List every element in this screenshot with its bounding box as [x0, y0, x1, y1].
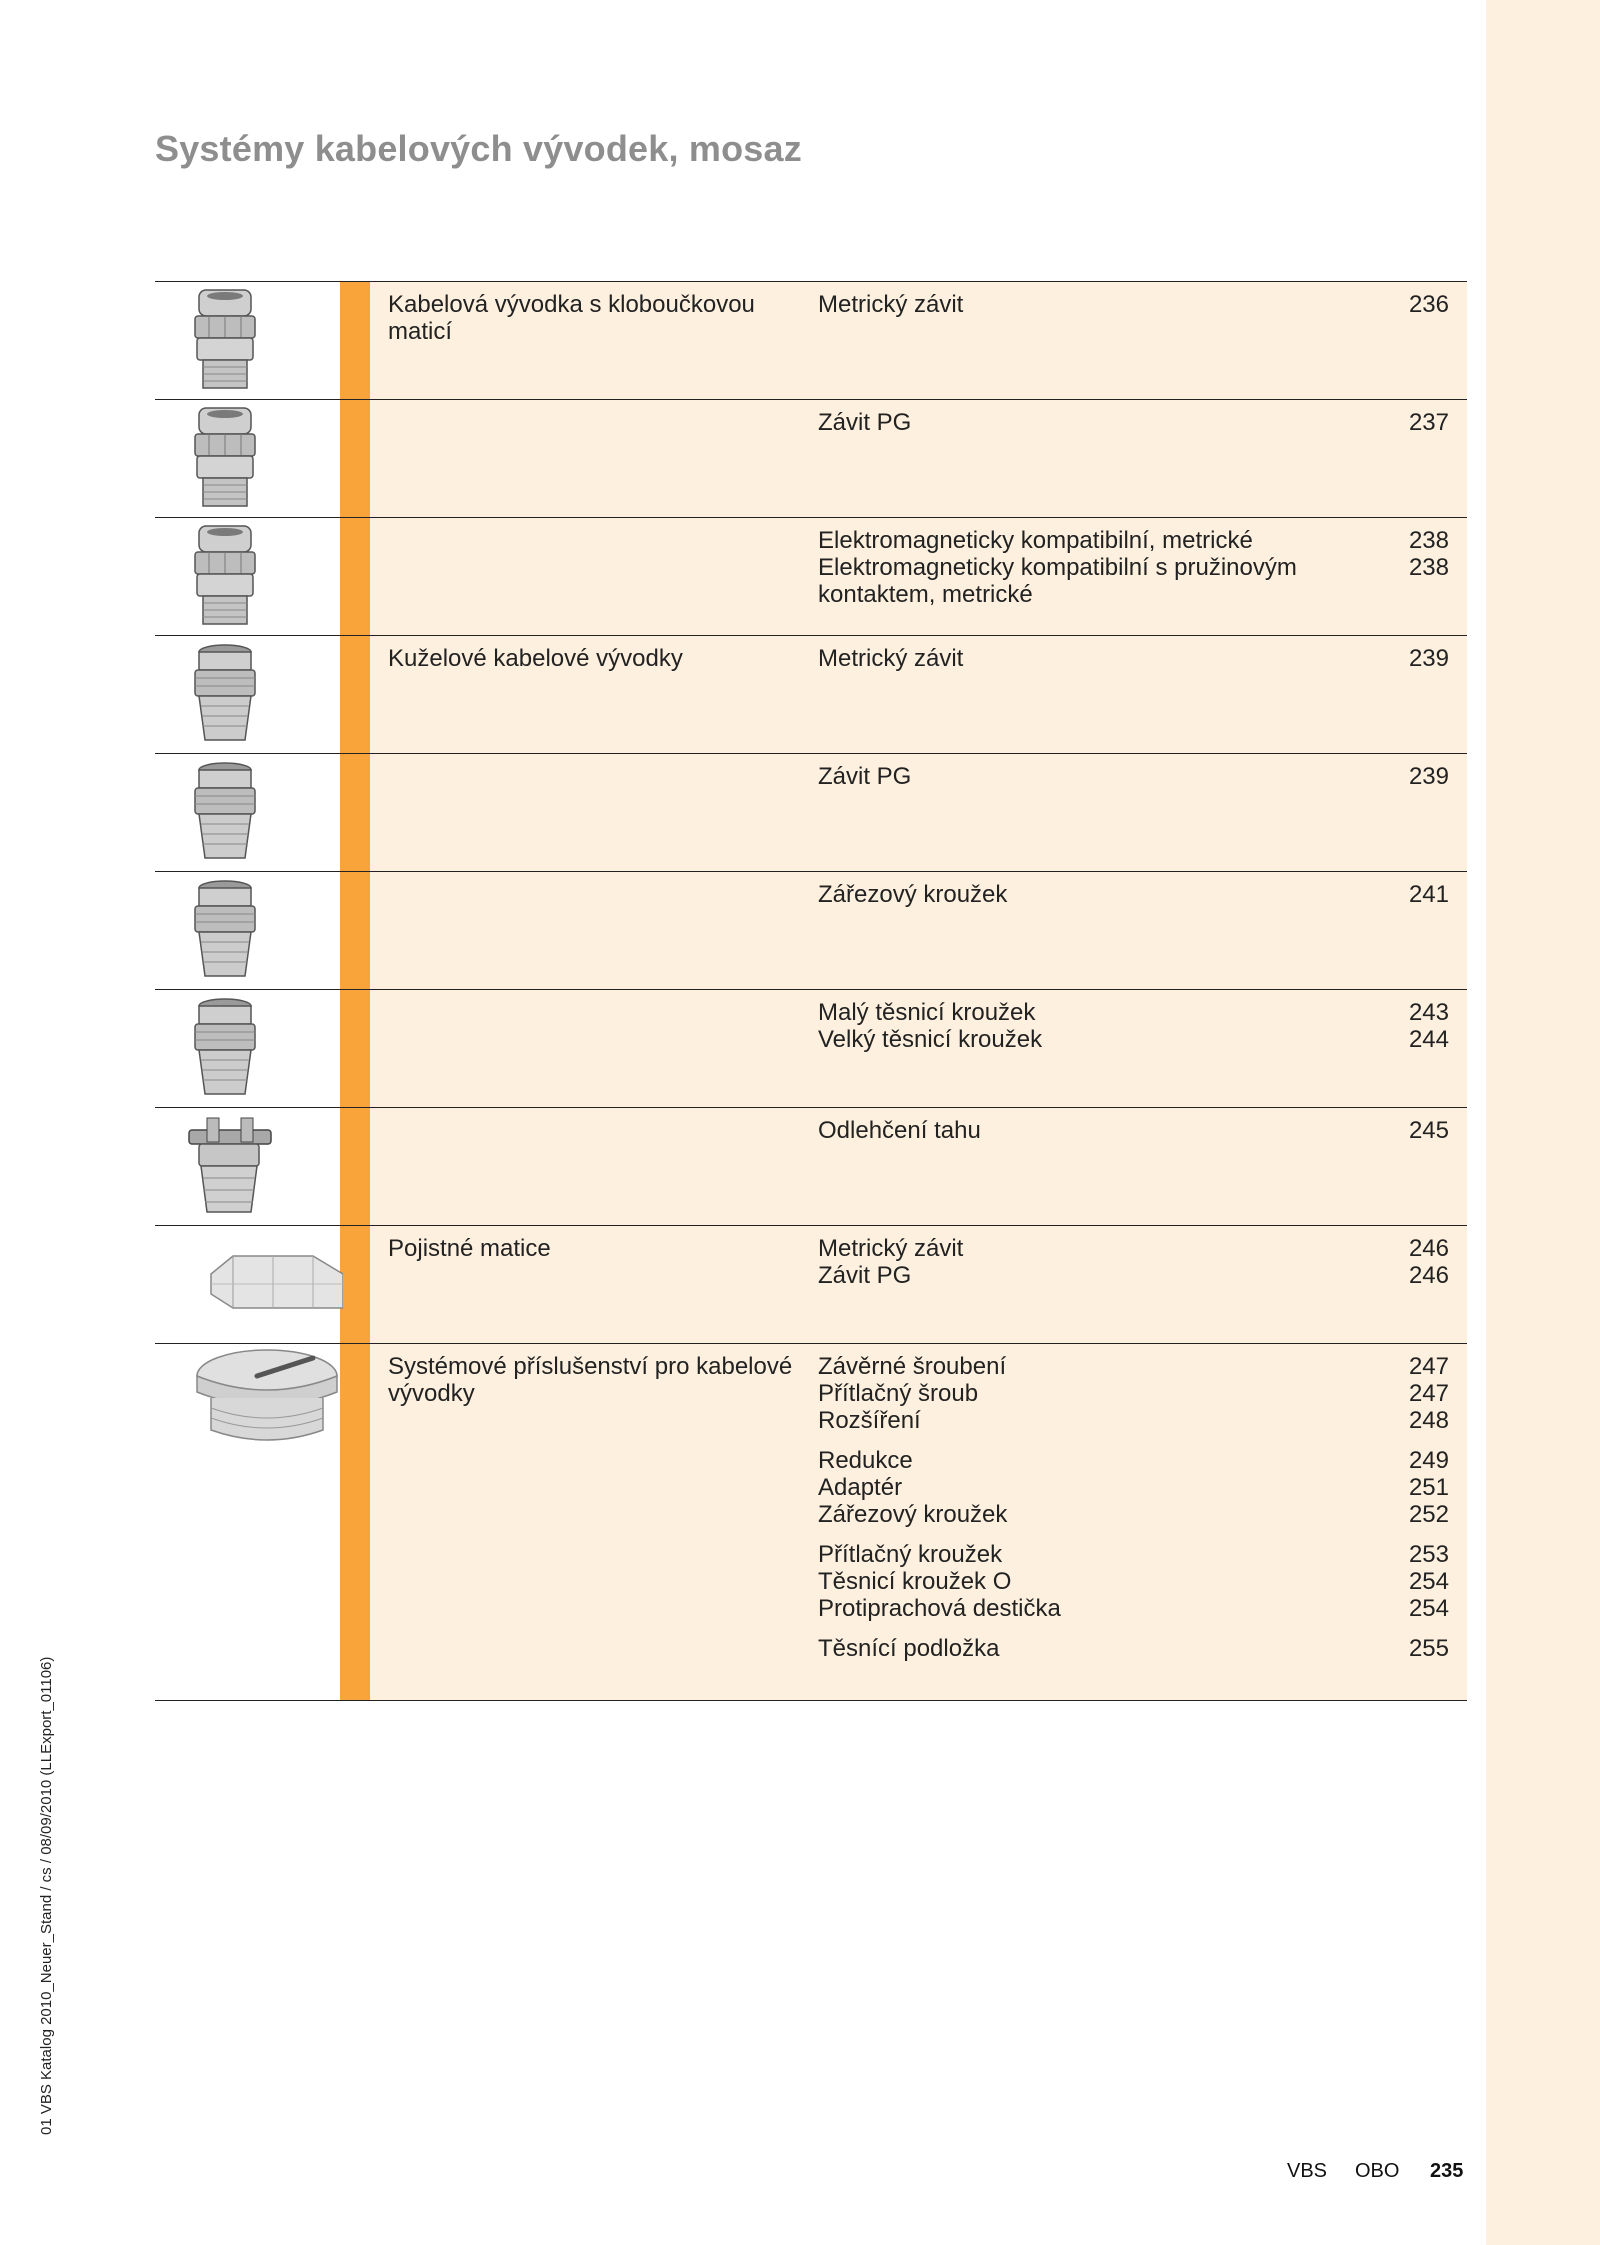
item-list: [818, 400, 1467, 517]
item-page-number: 255: [1408, 1635, 1449, 1662]
accent-bar: [340, 282, 370, 399]
table-row: [155, 282, 1467, 400]
list-item[interactable]: [818, 1447, 1449, 1474]
item-page-number: 248: [1408, 1407, 1449, 1434]
row-content: [370, 990, 1467, 1107]
table-row: [155, 754, 1467, 872]
item-page-number: 238: [1408, 554, 1449, 581]
item-group: [818, 999, 1449, 1053]
category-label: Pojistné matice: [388, 1235, 551, 1262]
list-item[interactable]: [818, 1353, 1449, 1380]
list-item[interactable]: [818, 1635, 1449, 1662]
table-row: [155, 1108, 1467, 1226]
cable-gland-conical-icon: [185, 760, 265, 868]
list-item[interactable]: [818, 763, 1449, 790]
item-list: [818, 518, 1467, 635]
product-image-cell: [155, 636, 340, 753]
item-page-number: 245: [1408, 1117, 1449, 1144]
item-list: [818, 872, 1467, 989]
list-item[interactable]: [818, 527, 1449, 554]
item-group: [818, 1541, 1449, 1622]
item-group: [818, 763, 1449, 790]
item-label: Těsnící podložka: [818, 1635, 1000, 1662]
product-image-cell: [155, 1108, 340, 1225]
item-label: Metrický závit: [818, 291, 964, 318]
table-row: [155, 1344, 1467, 1701]
cable-gland-dome-nut-icon: [185, 524, 265, 632]
item-group: [818, 1235, 1449, 1289]
item-page-number: 247: [1408, 1380, 1449, 1407]
item-list: [818, 636, 1467, 753]
item-page-number: 238: [1408, 527, 1449, 554]
table-row: [155, 1226, 1467, 1344]
item-label: Rozšíření: [818, 1407, 921, 1434]
table-row: [155, 400, 1467, 518]
item-group: [818, 409, 1449, 436]
item-label: Elektromagneticky kompatibilní, metrické: [818, 527, 1253, 554]
row-content: [370, 754, 1467, 871]
item-page-number: 249: [1408, 1447, 1449, 1474]
list-item[interactable]: [818, 1262, 1449, 1289]
category-label: [370, 1108, 818, 1225]
product-image-cell: [155, 518, 340, 635]
item-page-number: 239: [1408, 763, 1449, 790]
item-label: Závit PG: [818, 1262, 912, 1289]
category-label: Kabelová vývodka s kloboučkovou maticí: [388, 291, 755, 345]
contents-table: [155, 281, 1467, 1701]
item-group: [818, 1117, 1449, 1144]
row-content: [370, 1108, 1467, 1225]
list-item[interactable]: [818, 1541, 1449, 1568]
page-title: Systémy kabelových vývodek, mosaz: [155, 128, 802, 169]
list-item[interactable]: [818, 1407, 1449, 1434]
product-image-cell: [155, 1226, 340, 1343]
sealing-plug-icon: [193, 1346, 343, 1456]
accent-bar: [340, 518, 370, 635]
item-group: [818, 1447, 1449, 1528]
row-content: [370, 518, 1467, 635]
item-page-number: 236: [1408, 291, 1449, 318]
list-item[interactable]: [818, 1568, 1449, 1595]
category-label: [370, 990, 818, 1107]
accent-bar: [340, 990, 370, 1107]
row-content: [370, 872, 1467, 989]
list-item[interactable]: [818, 1595, 1449, 1622]
table-row: [155, 636, 1467, 754]
item-page-number: 246: [1408, 1262, 1449, 1289]
cable-gland-dome-nut-icon: [185, 406, 265, 514]
item-page-number: 251: [1408, 1474, 1449, 1501]
item-label: Zářezový kroužek: [818, 1501, 1008, 1528]
item-label: Protiprachová destička: [818, 1595, 1061, 1622]
item-group: [818, 527, 1449, 608]
list-item[interactable]: [818, 1235, 1449, 1262]
item-label: Těsnicí kroužek O: [818, 1568, 1012, 1595]
accent-bar: [340, 872, 370, 989]
item-list: [818, 1108, 1467, 1225]
table-row: [155, 990, 1467, 1108]
item-page-number: 247: [1408, 1353, 1449, 1380]
product-image-cell: [155, 754, 340, 871]
page-number: 235: [1430, 2160, 1464, 2182]
cable-gland-strain-relief-icon: [185, 1114, 275, 1222]
item-list: [818, 1226, 1467, 1343]
category-label: [370, 754, 818, 871]
category-label: [370, 400, 818, 517]
cable-gland-conical-icon: [185, 878, 265, 986]
item-group: [818, 881, 1449, 908]
accent-bar: [340, 636, 370, 753]
list-item[interactable]: [818, 999, 1449, 1026]
item-page-number: 253: [1408, 1541, 1449, 1568]
list-item[interactable]: [818, 1026, 1449, 1053]
category-label: Systémové příslušenství pro kabelové vývodky: [388, 1353, 793, 1407]
list-item[interactable]: [818, 1380, 1449, 1407]
lock-nut-icon: [193, 1228, 343, 1336]
item-page-number: 254: [1408, 1595, 1449, 1622]
accent-bar: [340, 400, 370, 517]
item-list: [818, 754, 1467, 871]
item-list: [818, 282, 1467, 399]
item-page-number: 254: [1408, 1568, 1449, 1595]
list-item[interactable]: [818, 1117, 1449, 1144]
category-label: [370, 518, 818, 635]
product-image-cell: [155, 400, 340, 517]
list-item[interactable]: [818, 409, 1449, 436]
item-page-number: 244: [1408, 1026, 1449, 1053]
product-image-cell: [155, 872, 340, 989]
catalog-export-note: 01 VBS Katalog 2010_Neuer_Stand / cs / 08/09/2010 (LLExport_01106): [38, 1656, 55, 2135]
item-label: Redukce: [818, 1447, 913, 1474]
item-label: Závit PG: [818, 409, 912, 436]
cable-gland-conical-icon: [185, 996, 265, 1104]
product-image-cell: [155, 282, 340, 399]
item-list: [818, 1344, 1467, 1700]
list-item[interactable]: [818, 645, 1449, 672]
row-content: [370, 1226, 1467, 1343]
item-page-number: 237: [1408, 409, 1449, 436]
item-group: [818, 1353, 1449, 1434]
accent-bar: [340, 1226, 370, 1343]
table-row: [155, 518, 1467, 636]
item-page-number: 246: [1408, 1235, 1449, 1262]
side-tab-band: [1486, 0, 1600, 2245]
list-item[interactable]: [818, 1501, 1449, 1528]
row-content: [370, 1344, 1467, 1700]
item-label: Malý těsnicí kroužek: [818, 999, 1036, 1026]
product-image-cell: [155, 990, 340, 1107]
accent-bar: [340, 1108, 370, 1225]
accent-bar: [340, 754, 370, 871]
item-label: Metrický závit: [818, 645, 964, 672]
item-group: [818, 1635, 1449, 1662]
list-item[interactable]: [818, 554, 1449, 608]
list-item[interactable]: [818, 1474, 1449, 1501]
accent-bar: [340, 1344, 370, 1700]
cable-gland-conical-icon: [185, 642, 265, 750]
item-group: [818, 645, 1449, 672]
item-label: Odlehčení tahu: [818, 1117, 981, 1144]
category-label: [370, 872, 818, 989]
cable-gland-dome-nut-icon: [185, 288, 265, 396]
item-label: Závit PG: [818, 763, 912, 790]
row-content: [370, 282, 1467, 399]
item-label: Adaptér: [818, 1474, 903, 1501]
product-image-cell: [155, 1344, 340, 1700]
item-label: Přítlačný kroužek: [818, 1541, 1003, 1568]
table-row: [155, 872, 1467, 990]
list-item[interactable]: [818, 291, 1449, 318]
footer-brand-obo: OBO: [1355, 2160, 1400, 2182]
item-page-number: 243: [1408, 999, 1449, 1026]
item-label: Velký těsnicí kroužek: [818, 1026, 1043, 1053]
item-page-number: 241: [1408, 881, 1449, 908]
item-group: [818, 291, 1449, 318]
category-label: Kuželové kabelové vývodky: [388, 645, 683, 672]
row-content: [370, 400, 1467, 517]
item-label: Závěrné šroubení: [818, 1353, 1007, 1380]
item-label: Elektromagneticky kompatibilní s pružinovým kontaktem, metrické: [818, 554, 1297, 608]
item-list: [818, 990, 1467, 1107]
row-content: [370, 636, 1467, 753]
item-page-number: 252: [1408, 1501, 1449, 1528]
item-label: Zářezový kroužek: [818, 881, 1008, 908]
footer-brand-vbs: VBS: [1287, 2160, 1328, 2182]
list-item[interactable]: [818, 881, 1449, 908]
item-label: Metrický závit: [818, 1235, 964, 1262]
item-label: Přítlačný šroub: [818, 1380, 979, 1407]
item-page-number: 239: [1408, 645, 1449, 672]
